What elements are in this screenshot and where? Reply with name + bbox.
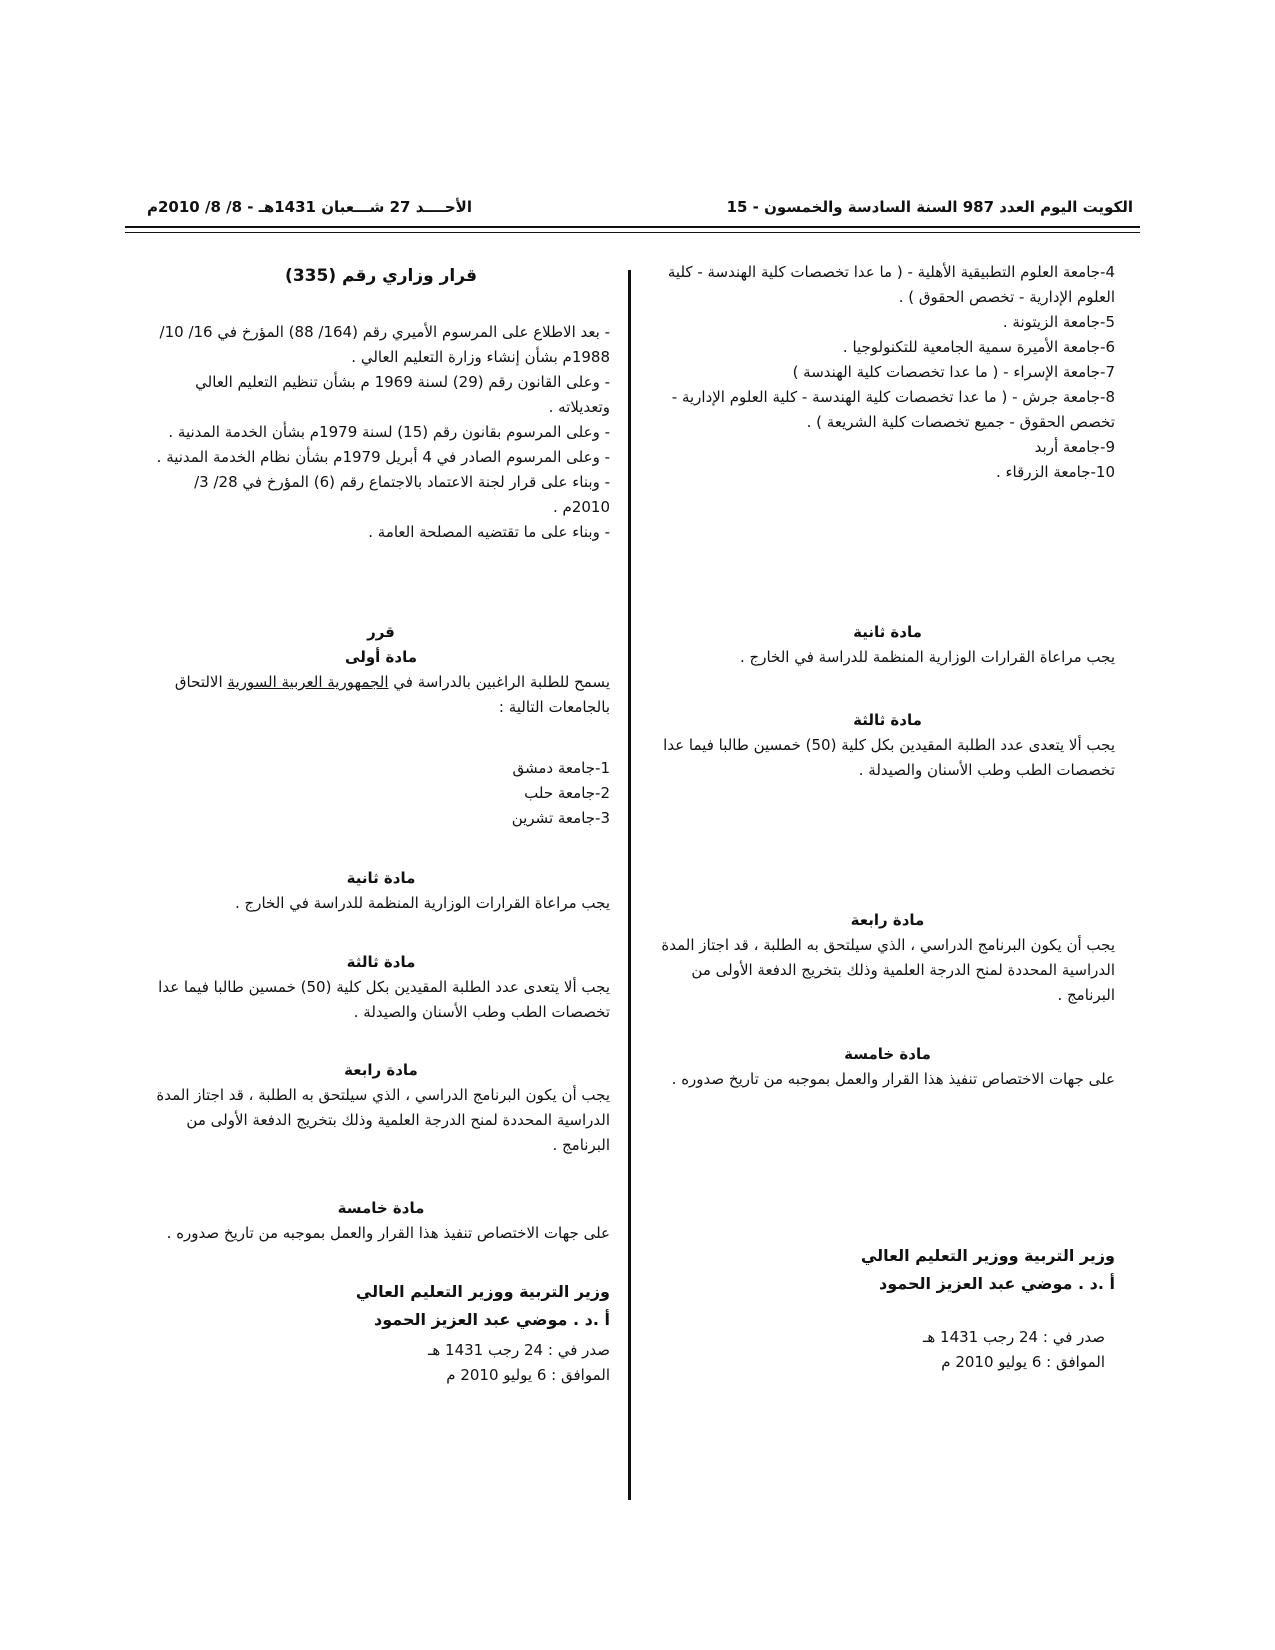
left-title-block: [152, 264, 610, 289]
article-text-end: الالتحاق بالجامعات التالية :: [174, 673, 610, 716]
list-item: 3-جامعة تشرين: [511, 809, 610, 827]
article-heading: مادة أولى: [345, 648, 417, 666]
minister-name: أ .د . موضي عبد العزيز الحمود: [374, 1310, 610, 1329]
minister-title: وزير التربية ووزير التعليم العالي: [355, 1282, 610, 1301]
article-heading: مادة خامسة: [844, 1045, 931, 1063]
issue-date-gregorian: الموافق : 6 يوليو 2010 م: [446, 1366, 610, 1384]
preamble-item: - وعلى القانون رقم (29) لسنة 1969 م بشأن تنظيم التعليم العالي وتعديلاته .: [195, 373, 610, 416]
header-issue-info: الكويت اليوم العدد 987 السنة السادسة والخمسون - 15: [726, 198, 1133, 216]
left-article-3: [152, 950, 610, 1025]
list-item: 1-جامعة دمشق: [512, 759, 610, 777]
article-text: يجب ألا يتعدى عدد الطلبة المقيدين بكل كلية (50) خمسين طالبا فيما عدا تخصصات الطب وطب الأسنان والصيدلة .: [663, 736, 1115, 779]
article-text: يجب ألا يتعدى عدد الطلبة المقيدين بكل كلية (50) خمسين طالبا فيما عدا تخصصات الطب وطب الأسنان والصيدلة .: [158, 978, 610, 1021]
right-article-2: [660, 620, 1115, 670]
decree-title: قرار وزاري رقم (335): [285, 266, 477, 286]
issue-date-hijri: صدر في : 24 رجب 1431 هـ: [922, 1328, 1105, 1346]
article-heading: مادة ثالثة: [853, 711, 922, 729]
preamble-item: - وعلى المرسوم بقانون رقم (15) لسنة 1979م بشأن الخدمة المدنية .: [168, 423, 610, 441]
left-article-5: [152, 1196, 610, 1246]
list-item: 2-جامعة حلب: [524, 784, 610, 802]
right-issue-dates: [660, 1325, 1105, 1375]
header-rule-thin: [125, 232, 1140, 233]
list-item: 5-جامعة الزيتونة .: [1002, 313, 1115, 331]
preamble-item: - وبناء على ما تقتضيه المصلحة العامة .: [368, 523, 610, 541]
article-text: يجب أن يكون البرنامج الدراسي ، الذي سيلتحق به الطلبة ، قد اجتاز المدة الدراسية المحددة لمنح الدرجة العلمية وذلك بتخريج الدفعة الأولى من البرنامج .: [661, 936, 1115, 1004]
preamble-item: - وبناء على قرار لجنة الاعتماد بالاجتماع رقم (6) المؤرخ في 28/ 3/ 2010م .: [194, 473, 610, 516]
article-text: على جهات الاختصاص تنفيذ هذا القرار والعمل بموجبه من تاريخ صدوره .: [671, 1070, 1115, 1088]
article-text: يجب أن يكون البرنامج الدراسي ، الذي سيلتحق به الطلبة ، قد اجتاز المدة الدراسية المحددة لمنح الدرجة العلمية وذلك بتخريج الدفعة الأولى من البرنامج .: [156, 1086, 610, 1154]
list-item: 7-جامعة الإسراء - ( ما عدا تخصصات كلية الهندسة ): [792, 363, 1115, 381]
minister-name: أ .د . موضي عبد العزيز الحمود: [879, 1274, 1115, 1293]
left-article-4: [152, 1058, 610, 1158]
header-rule: [125, 226, 1140, 228]
article-heading: مادة رابعة: [344, 1061, 418, 1079]
list-item: 4-جامعة العلوم التطبيقية الأهلية - ( ما عدا تخصصات كلية الهندسة - كلية العلوم الإدارية - تخصص الحقوق ) .: [667, 263, 1115, 306]
list-item: 9-جامعة أربد: [1034, 438, 1115, 456]
right-list: [660, 260, 1115, 485]
article-heading: مادة ثانية: [853, 623, 922, 641]
article-text: على جهات الاختصاص تنفيذ هذا القرار والعمل بموجبه من تاريخ صدوره .: [166, 1224, 610, 1242]
list-item: 10-جامعة الزرقاء .: [995, 463, 1115, 481]
left-preamble: [152, 320, 610, 545]
issue-date-hijri: صدر في : 24 رجب 1431 هـ: [427, 1341, 610, 1359]
left-issue-dates: [152, 1338, 610, 1388]
article-text: يجب مراعاة القرارات الوزارية المنظمة للدراسة في الخارج .: [235, 894, 610, 912]
left-article-1: [152, 620, 610, 720]
article-heading: مادة رابعة: [850, 911, 925, 929]
article-heading: مادة خامسة: [337, 1199, 425, 1217]
article-heading: مادة ثالثة: [346, 953, 416, 971]
list-item: 6-جامعة الأميرة سمية الجامعية للتكنولوجيا .: [842, 338, 1115, 356]
right-article-3: [660, 708, 1115, 783]
list-item: 8-جامعة جرش - ( ما عدا تخصصات كلية الهندسة - كلية العلوم الإدارية - تخصص الحقوق - جميع تخصصات كلية الشريعة ) .: [671, 388, 1115, 431]
right-signature: [660, 1242, 1115, 1298]
left-signature: [152, 1278, 610, 1334]
issue-date-gregorian: الموافق : 6 يوليو 2010 م: [941, 1353, 1105, 1371]
article-text: يجب مراعاة القرارات الوزارية المنظمة للدراسة في الخارج .: [740, 648, 1115, 666]
left-article-2: [152, 866, 610, 916]
country-name: الجمهورية العربية السورية: [227, 673, 389, 691]
minister-title: وزير التربية ووزير التعليم العالي: [860, 1246, 1115, 1265]
column-divider: [628, 270, 631, 1500]
preamble-item: - بعد الاطلاع على المرسوم الأميري رقم (164/ 88) المؤرخ في 16/ 10/ 1988م بشأن إنشاء وزارة التعليم العالي .: [159, 323, 610, 366]
header-date: الأحــــد 27 شـــعبان 1431هـ - 8/ 8/ 2010م: [147, 198, 472, 216]
right-article-4: [660, 908, 1115, 1008]
article-heading: مادة ثانية: [346, 869, 416, 887]
article-text-start: يسمح للطلبة الراغبين بالدراسة في: [388, 673, 610, 691]
article-text: [152, 670, 610, 720]
left-university-list: [152, 756, 610, 831]
decided-label: قرر: [367, 623, 395, 641]
right-article-5: [660, 1042, 1115, 1092]
preamble-item: - وعلى المرسوم الصادر في 4 أبريل 1979م بشأن نظام الخدمة المدنية .: [156, 448, 610, 466]
